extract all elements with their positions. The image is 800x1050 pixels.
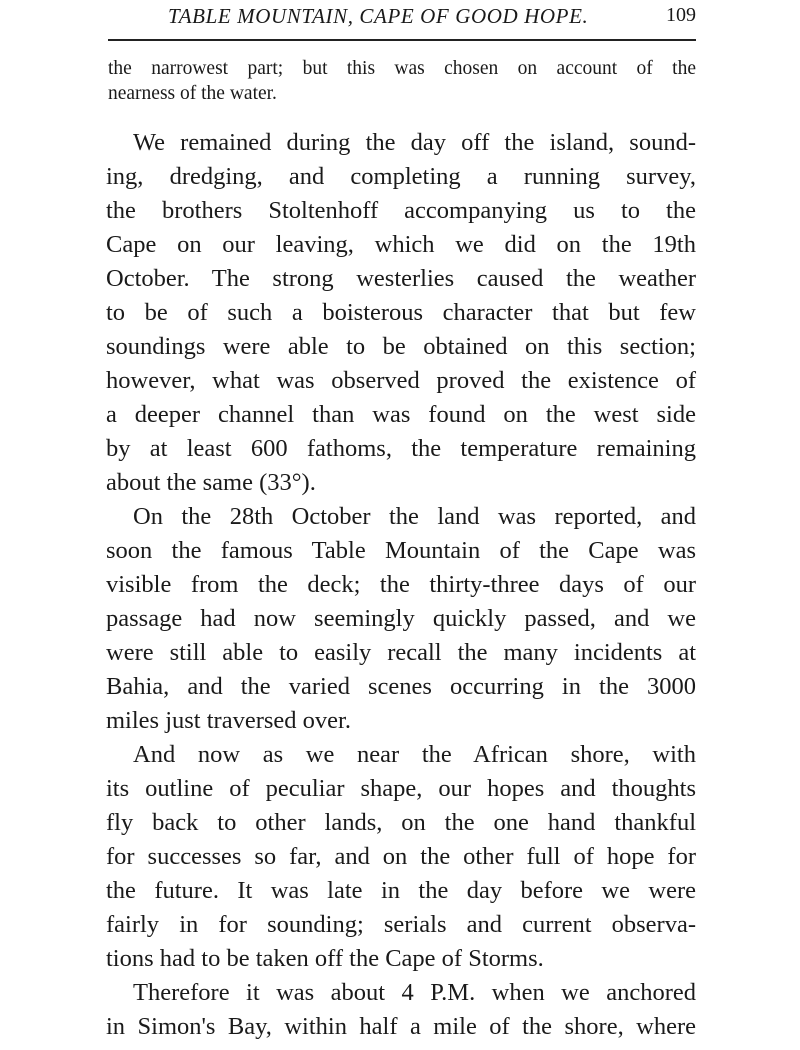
text-line: Therefore it was about 4 P.M. when we anchored [133,979,696,1006]
text-line: October. The strong westerlies caused the weather [106,265,696,292]
running-head [108,2,696,34]
text-line: in Simon's Bay, within half a mile of the shore, where [106,1013,696,1040]
text-line: were still able to easily recall the many incidents at [106,639,696,666]
paragraph [106,738,696,976]
page-number: 109 [666,4,696,26]
text-line: Bahia, and the varied scenes occurring in the 3000 [106,673,696,700]
text-line: tions had to be taken off the Cape of Storms. [106,945,544,972]
text-line: about the same (33°). [106,469,316,496]
header-rule [108,39,696,41]
text-line: fly back to other lands, on the one hand thankful [106,809,696,836]
text-line: however, what was observed proved the existence of [106,367,696,394]
paragraph [106,126,696,500]
text-line: We remained during the day off the island, sound- [133,129,696,156]
text-line: for successes so far, and on the other full of hope for [106,843,696,870]
text-line: to be of such a boisterous character that but few [106,299,696,326]
text-line: fairly in for sounding; serials and current observa- [106,911,696,938]
paragraph [106,500,696,738]
footnote-continuation [108,56,696,106]
footnote-line: the narrowest part; but this was chosen on account of the [108,58,696,79]
text-line: soon the famous Table Mountain of the Cape was [106,537,696,564]
running-title: TABLE MOUNTAIN, CAPE OF GOOD HOPE. [168,4,589,28]
text-line: On the 28th October the land was reported, and [133,503,696,530]
text-line: a deeper channel than was found on the west side [106,401,696,428]
text-line: passage had now seemingly quickly passed, and we [106,605,696,632]
text-line: ing, dredging, and completing a running survey, [106,163,696,190]
footnote-line: nearness of the water. [108,83,277,104]
text-line: its outline of peculiar shape, our hopes and thoughts [106,775,696,802]
text-line: visible from the deck; the thirty-three days of our [106,571,696,598]
paragraph [106,976,696,1044]
text-line: soundings were able to be obtained on this section; [106,333,696,360]
text-line: And now as we near the African shore, with [133,741,696,768]
body-text [106,126,696,1044]
text-line: Cape on our leaving, which we did on the 19th [106,231,696,258]
text-line: by at least 600 fathoms, the temperature remaining [106,435,696,462]
text-line: the brothers Stoltenhoff accompanying us to the [106,197,696,224]
text-line: the future. It was late in the day before we were [106,877,696,904]
text-line: miles just traversed over. [106,707,351,734]
